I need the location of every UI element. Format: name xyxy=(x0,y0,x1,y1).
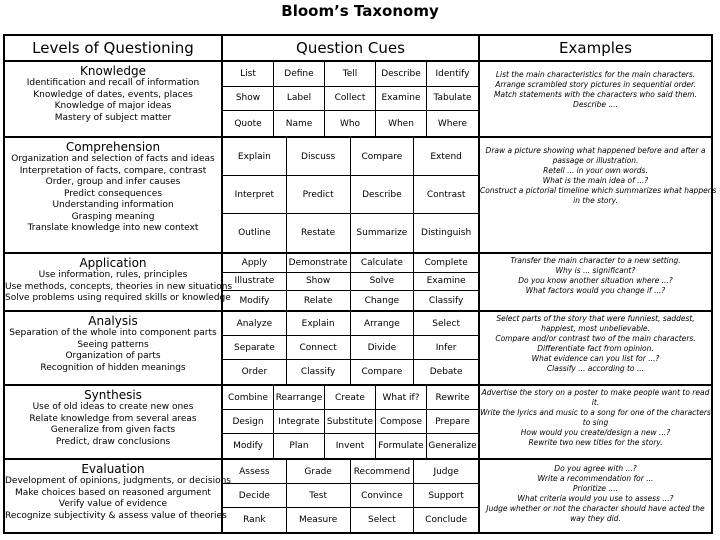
cue-word: Divide xyxy=(351,336,415,360)
cue-word: Prepare xyxy=(427,410,478,434)
cue-word: Formulate xyxy=(376,434,427,458)
cue-word: Plan xyxy=(274,434,325,458)
example-line: Do you know another situation where ...? xyxy=(518,276,673,285)
examples-cell xyxy=(480,138,717,252)
level-title: Comprehension xyxy=(65,140,161,154)
level-line: Use of old ideas to create new ones xyxy=(32,402,194,412)
example-line: passage or illustration. xyxy=(552,156,639,165)
cue-word: Describe xyxy=(376,62,427,87)
cue-word: Recommend xyxy=(351,460,415,484)
level-cell xyxy=(5,254,233,310)
cue-word: Show xyxy=(287,273,351,292)
cue-word: What if? xyxy=(376,386,427,410)
cue-word: Change xyxy=(351,291,415,310)
cue-word: Test xyxy=(287,484,351,508)
example-line: in the story. xyxy=(573,196,618,205)
example-line: Classify ... according to ... xyxy=(546,364,645,373)
level-line: Predict consequences xyxy=(63,188,163,199)
cue-word: Substitute xyxy=(325,410,376,434)
cue-word: When xyxy=(376,111,427,136)
example-line: to sing xyxy=(582,418,609,427)
cue-word: Rearrange xyxy=(274,386,325,410)
example-line: Rewrite two new titles for the story. xyxy=(528,438,663,447)
level-line: Use methods, concepts, theories in new situations xyxy=(5,281,233,292)
cue-word: Decide xyxy=(223,484,287,508)
level-line: Recognition of hidden meanings xyxy=(40,362,186,373)
cue-word: Connect xyxy=(287,336,351,360)
taxonomy-table xyxy=(3,34,717,534)
example-line: How would you create/design a new ...? xyxy=(520,428,671,437)
cue-word: Predict xyxy=(287,176,351,214)
row-analysis xyxy=(5,310,711,384)
cue-word: Assess xyxy=(223,460,287,484)
cue-word: Select xyxy=(414,312,478,336)
level-line: Understanding information xyxy=(52,200,174,210)
cue-word: Modify xyxy=(223,434,274,458)
cues-grid xyxy=(223,254,480,310)
row-evaluation xyxy=(5,458,711,532)
cue-word: Select xyxy=(351,508,415,532)
cue-word: Calculate xyxy=(351,254,415,273)
example-line: Differentiate fact from opinion. xyxy=(537,344,654,353)
cue-word: Combine xyxy=(223,386,274,410)
example-line: Do you agree with ...? xyxy=(554,464,637,473)
cue-word: Explain xyxy=(223,138,287,176)
example-line: Match statements with the characters who said them. xyxy=(494,90,697,99)
cue-word: Show xyxy=(223,87,274,112)
level-line: Order, group and infer causes xyxy=(45,177,181,187)
example-line: happiest, most unbelievable. xyxy=(541,324,650,333)
examples-cell xyxy=(480,386,711,458)
cue-word: Arrange xyxy=(351,312,415,336)
row-comprehension xyxy=(5,136,717,252)
level-line: Knowledge of dates, events, places xyxy=(33,89,193,100)
example-line: List the main characteristics for the main characters. xyxy=(495,70,696,79)
level-line: Translate knowledge into new context xyxy=(27,223,199,233)
cue-word: Compare xyxy=(351,360,415,384)
cue-word: Illustrate xyxy=(223,273,287,292)
cue-word: Describe xyxy=(351,176,415,214)
cue-word: Tell xyxy=(325,62,376,87)
cue-word: Create xyxy=(325,386,376,410)
cue-word: Demonstrate xyxy=(287,254,351,273)
level-line: Development of opinions, judgments, or decisions xyxy=(5,476,231,486)
cue-word: Define xyxy=(274,62,325,87)
cue-word: Identify xyxy=(427,62,478,87)
cue-word: Measure xyxy=(287,508,351,532)
cue-word: Examine xyxy=(376,87,427,112)
cue-word: Examine xyxy=(414,273,478,292)
example-line: Prioritize .... xyxy=(573,484,618,493)
level-cell xyxy=(5,460,231,532)
cue-word: Restate xyxy=(287,214,351,252)
cue-word: Modify xyxy=(223,291,287,310)
level-cell xyxy=(5,62,223,136)
example-line: Draw a picture showing what happened before and after a xyxy=(485,146,706,155)
cue-word: Summarize xyxy=(351,214,415,252)
cue-word: Design xyxy=(223,410,274,434)
cue-word: Quote xyxy=(223,111,274,136)
example-line: What factors would you change if ...? xyxy=(525,286,666,295)
level-line: Recognize subjectivity & assess value of theories xyxy=(5,510,227,521)
cue-word: Rewrite xyxy=(427,386,478,410)
cue-word: Separate xyxy=(223,336,287,360)
cue-word: Who xyxy=(325,111,376,136)
example-line: Advertise the story on a poster to make people want to read xyxy=(481,388,710,397)
level-line: Organization of parts xyxy=(65,351,161,361)
level-title: Analysis xyxy=(88,314,138,328)
example-line: way they did. xyxy=(570,514,621,523)
row-synthesis xyxy=(5,384,711,458)
level-line: Knowledge of major ideas xyxy=(54,101,172,111)
cues-grid xyxy=(223,460,480,532)
examples-cell xyxy=(480,312,711,384)
cue-word: Classify xyxy=(287,360,351,384)
cue-word: Extend xyxy=(414,138,478,176)
example-line: What criteria would you use to assess ...? xyxy=(517,494,674,503)
cue-word: Apply xyxy=(223,254,287,273)
cue-word: Compare xyxy=(351,138,415,176)
cue-word: Discuss xyxy=(287,138,351,176)
level-cell xyxy=(5,312,223,384)
cue-word: Tabulate xyxy=(427,87,478,112)
examples-cell xyxy=(480,254,711,310)
level-line: Interpretation of facts, compare, contrast xyxy=(19,165,207,176)
level-line: Grasping meaning xyxy=(71,211,155,222)
level-line: Solve problems using required skills or knowledge xyxy=(5,293,231,303)
example-line: What is the main idea of ...? xyxy=(542,176,649,185)
example-line: Judge whether or not the character should have acted the xyxy=(486,504,705,513)
header-cues: Question Cues xyxy=(223,36,480,62)
cue-word: Order xyxy=(223,360,287,384)
cue-word: Where xyxy=(437,118,468,129)
level-line: Use information, rules, principles xyxy=(38,270,188,280)
cues-grid xyxy=(223,138,480,252)
level-line: Separation of the whole into component parts xyxy=(9,328,217,338)
examples-cell xyxy=(480,62,711,136)
examples-cell xyxy=(480,460,711,532)
page-title: Bloom’s Taxonomy xyxy=(281,2,439,20)
example-line: it. xyxy=(591,398,600,407)
level-title: Knowledge xyxy=(80,64,146,78)
cues-grid xyxy=(223,62,480,136)
cue-word: Convince xyxy=(351,484,415,508)
level-line: Predict, draw conclusions xyxy=(55,436,171,447)
level-line: Generalize from given facts xyxy=(50,425,176,435)
example-line: Construct a pictorial timeline which summarizes what happens xyxy=(480,186,717,195)
cue-word: Judge xyxy=(414,460,478,484)
level-line: Relate knowledge from several areas xyxy=(29,413,197,424)
cue-word: Contrast xyxy=(414,176,478,214)
cue-word: Relate xyxy=(287,291,351,310)
cue-word: Complete xyxy=(414,254,478,273)
level-line: Identification and recall of information xyxy=(26,78,200,88)
cues-grid xyxy=(223,386,480,458)
example-line: What evidence can you list for ...? xyxy=(531,354,660,363)
cue-word: Solve xyxy=(351,273,415,292)
cue-word: Integrate xyxy=(274,410,325,434)
cue-word: Classify xyxy=(428,295,464,306)
level-line: Verify value of evidence xyxy=(58,499,168,509)
row-application xyxy=(5,252,711,310)
header-examples: Examples xyxy=(480,36,711,62)
level-line: Make choices based on reasoned argument xyxy=(15,487,211,498)
header-levels: Levels of Questioning xyxy=(5,36,223,62)
level-cell xyxy=(5,138,223,252)
cue-word: Infer xyxy=(414,336,478,360)
cue-word: Conclude xyxy=(425,515,468,525)
level-line: Mastery of subject matter xyxy=(54,112,172,123)
cue-word: Distinguish xyxy=(421,228,472,238)
cue-word: Collect xyxy=(325,87,376,112)
cue-word: Grade xyxy=(287,460,351,484)
cue-word: List xyxy=(223,62,274,87)
level-cell xyxy=(5,386,223,458)
level-title: Synthesis xyxy=(84,388,142,402)
cue-word: Support xyxy=(414,484,478,508)
cue-word: Debate xyxy=(429,367,463,377)
level-title: Application xyxy=(79,256,147,270)
cue-word: Outline xyxy=(223,214,287,252)
cue-word: Interpret xyxy=(223,176,287,214)
cue-word: Explain xyxy=(287,312,351,336)
example-line: Arrange scrambled story pictures in sequential order. xyxy=(495,80,696,89)
cue-word: Generalize xyxy=(428,441,477,451)
level-title: Evaluation xyxy=(81,462,145,476)
example-line: Write a recommendation for ... xyxy=(537,474,654,483)
example-line: Select parts of the story that were funniest, saddest, xyxy=(496,314,695,323)
example-line: Write the lyrics and music to a song for one of the characters xyxy=(480,408,711,417)
cue-word: Label xyxy=(274,87,325,112)
example-line: Describe .... xyxy=(573,100,618,109)
row-knowledge xyxy=(5,62,711,136)
cue-word: Rank xyxy=(223,508,287,532)
example-line: Compare and/or contrast two of the main characters. xyxy=(495,334,696,343)
level-line: Organization and selection of facts and ideas xyxy=(11,154,215,164)
cue-word: Name xyxy=(274,111,325,136)
example-line: Why is ... significant? xyxy=(555,266,636,275)
level-line: Seeing patterns xyxy=(77,339,149,350)
example-line: Retell ... in your own words. xyxy=(543,166,648,175)
cue-word: Invent xyxy=(325,434,376,458)
cue-word: Analyze xyxy=(223,312,287,336)
example-line: Transfer the main character to a new setting. xyxy=(510,256,681,265)
cue-word: Compose xyxy=(376,410,427,434)
cues-grid xyxy=(223,312,480,384)
